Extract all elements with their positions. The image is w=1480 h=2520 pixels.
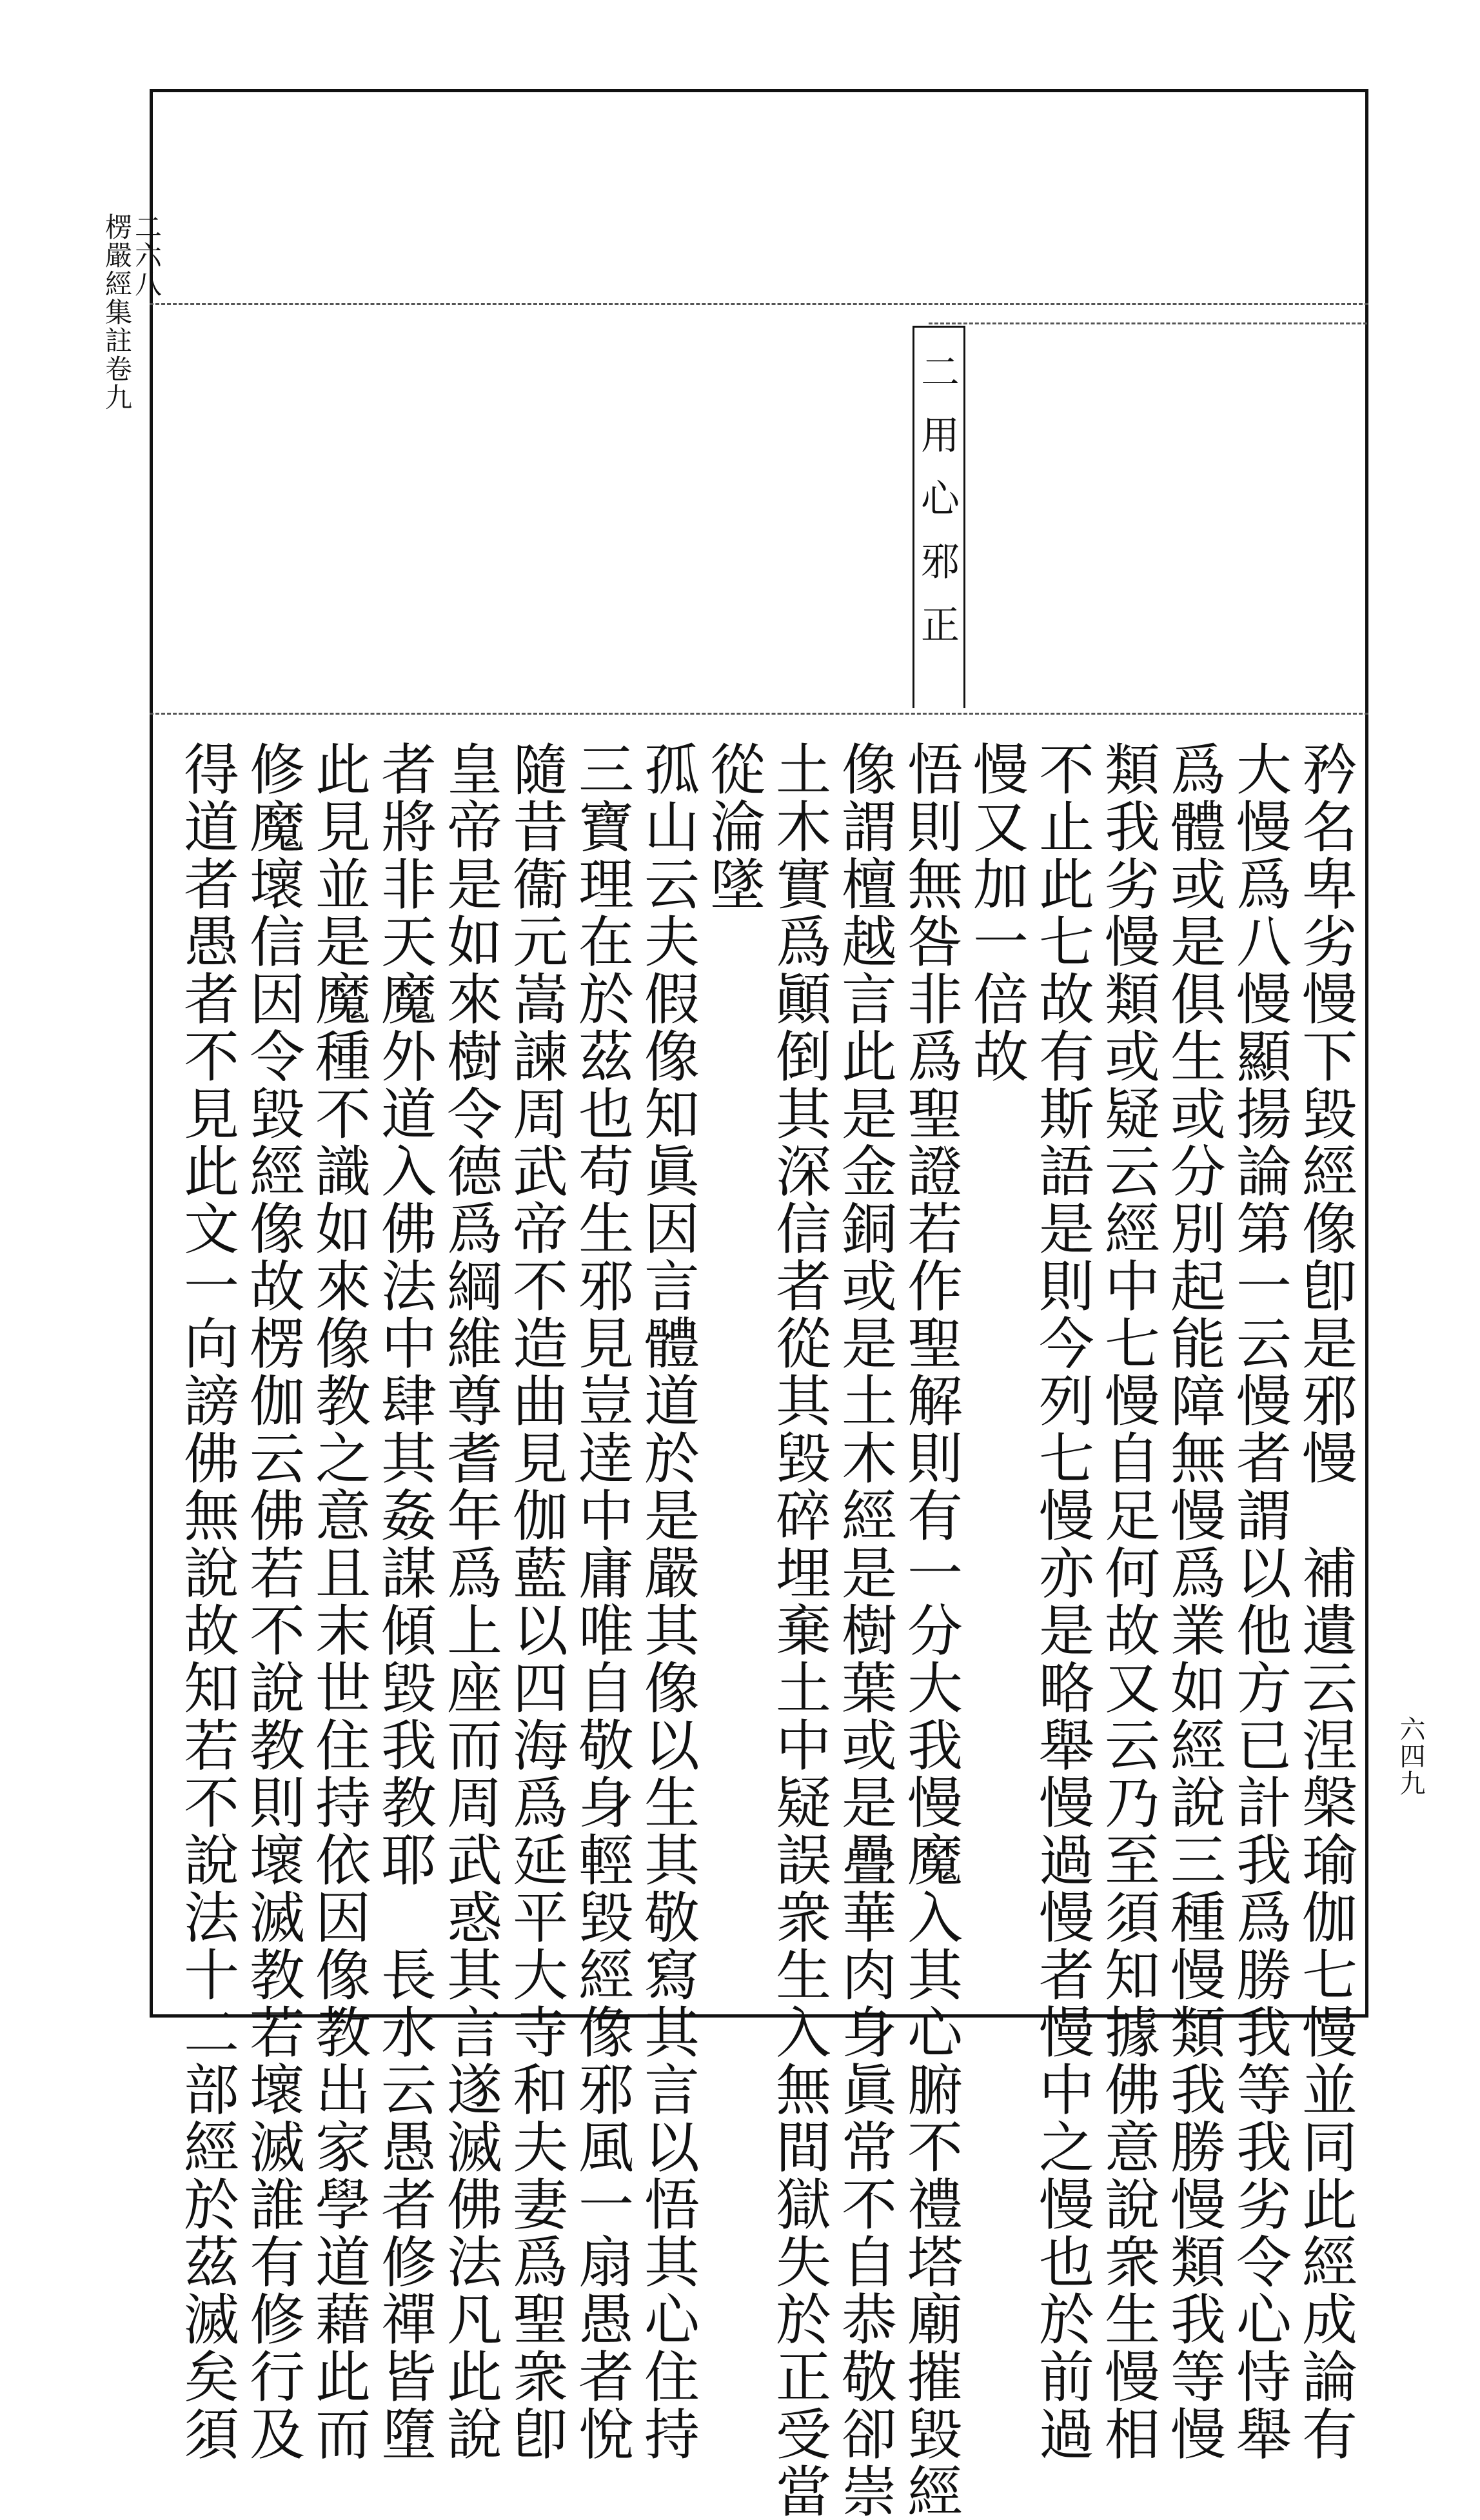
upper-fold-line [150, 303, 1368, 305]
body-text [163, 740, 1357, 2520]
text-column: 者將非天魔外道入佛法中肆其姦謀傾毀我教耶 長水云愚者修禪皆墮 [371, 740, 436, 2463]
text-column: 大慢爲八慢顯揚論第一云慢者謂以他方已計我爲勝我等我劣令心恃舉 [1227, 740, 1291, 2463]
text-column: 慢又加一倍故 [963, 740, 1028, 1085]
text-column: 不止此七故有斯語是則今列七慢亦是略舉慢過慢者慢中之慢也於前過 [1029, 740, 1094, 2463]
heading-top-line [929, 322, 1367, 324]
text-column: 得道者愚者不見此文一向謗佛無說故知若不說法十二部經於茲滅矣須 [174, 740, 239, 2463]
text-column: 從淪墜 [700, 740, 765, 913]
text-column: 類我劣慢類或疑云經中七慢自足何故又云乃至須知據佛意說衆生慢相 [1095, 740, 1159, 2463]
text-column: 此見並是魔種不識如來像教之意且末世住持依因像教出家學道藉此而 [306, 740, 370, 2463]
text-column: 皇帝是如來樹令德爲綱維尊耆年爲上座而周武惑其言遂滅佛法凡此說 [437, 740, 502, 2463]
section-heading: 二用心邪正 [914, 352, 960, 668]
left-margin-label [102, 213, 161, 412]
text-column: 修魔壞信因令毀經像故楞伽云佛若不說教則壞滅教若壞滅誰有修行及 [240, 740, 304, 2463]
text-column: 像謂檀越言此是金銅或是土木經是樹葉或是疊華肉身眞常不自恭敬卻崇 [832, 740, 896, 2520]
text-column: 矜名卑劣慢下毀經像卽是邪慢 補遺云涅槃瑜伽七慢並同此經成論有 [1292, 740, 1357, 2463]
text-column: 爲體或是俱生或分別起能障無慢爲業如經說三種慢類我勝慢類我等慢 [1161, 740, 1225, 2463]
left-page-number: 二六八 [131, 213, 163, 298]
text-column: 悟則無咎非爲聖證若作聖解則有一分大我慢魔入其心腑不禮塔廟摧毀經 [898, 740, 962, 2520]
text-column: 孤山云夫假像知眞因言體道於是嚴其像以生其敬寫其言以悟其心住持 [635, 740, 699, 2463]
lower-fold-line [150, 713, 1368, 715]
text-column: 土木實爲顚倒其深信者從其毀碎埋棄土中疑誤衆生入無間獄失於正受當 [766, 740, 831, 2520]
text-column: 隨昔衞元嵩諫周武帝不造曲見伽藍以四海爲延平大寺和夫妻爲聖衆卽 [503, 740, 567, 2463]
text-column: 三寶理在於茲也苟生邪見豈逹中庸唯自敬身輕毀經像邪風一扇愚者悅 [569, 740, 633, 2463]
right-page-number: 六四九 [1396, 1716, 1425, 1797]
book-title: 楞嚴經集註卷九 [101, 213, 133, 412]
